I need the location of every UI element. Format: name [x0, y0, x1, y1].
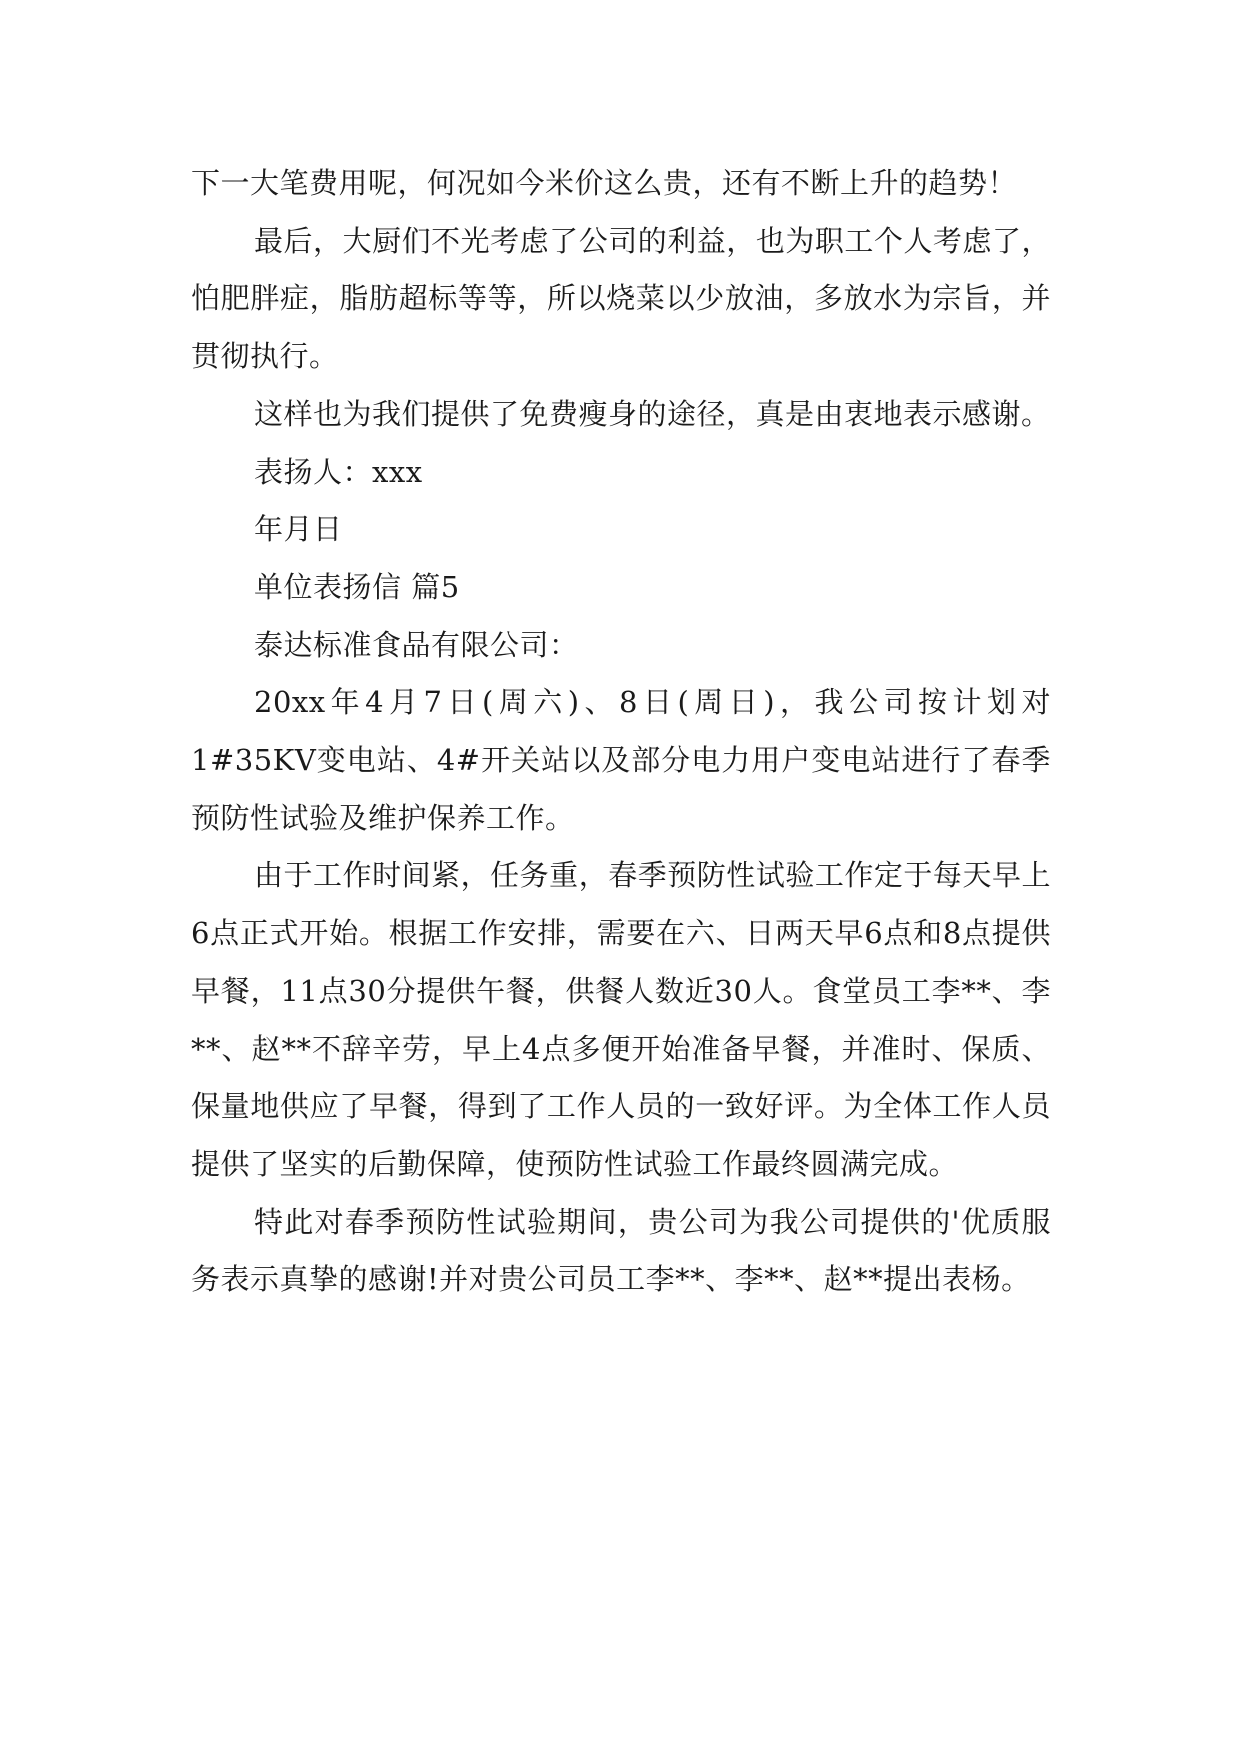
document-body	[191, 155, 1051, 1309]
paragraph-event: 20xx年4月7日(周六)、8日(周日)，我公司按计划对1#35KV变电站、4#开关站以及部分电力用户变电站进行了春季预防性试验及维护保养工作。	[191, 685, 1051, 835]
paragraph-thanks: 这样也为我们提供了免费瘦身的途径，真是由衷地表示感谢。	[254, 396, 1051, 431]
paragraph-closing: 特此对春季预防性试验期间，贵公司为我公司提供的'优质服务表示真挚的感谢!并对贵公司员工李**、李**、赵**提出表杨。	[191, 1204, 1051, 1297]
paragraph-details: 由于工作时间紧，任务重，春季预防性试验工作定于每天早上6点正式开始。根据工作安排，需要在六、日两天早6点和8点提供早餐，11点30分提供午餐，供餐人数近30人。食堂员工李**、李**、赵**不辞辛劳，早上4点多便开始准备早餐，并准时、保质、保量地供应了早餐，得到了工作人员的一致好评。为全体工作人员提供了坚实的后勤保障，使预防性试验工作最终圆满完成。	[191, 858, 1051, 1181]
salutation: 泰达标准食品有限公司：	[254, 627, 579, 662]
paragraph-continuation: 下一大笔费用呢，何况如今米价这么贵，还有不断上升的趋势！	[191, 166, 1018, 200]
date-line: 年月日	[254, 512, 343, 547]
section-heading: 单位表扬信 篇5	[254, 569, 460, 604]
signature-line: 表扬人：xxx	[254, 454, 423, 489]
paragraph-last-point: 最后，大厨们不光考虑了公司的利益，也为职工个人考虑了，怕肥胖症，脂肪超标等等，所以烧菜以少放油，多放水为宗旨，并贯彻执行。	[191, 223, 1051, 374]
